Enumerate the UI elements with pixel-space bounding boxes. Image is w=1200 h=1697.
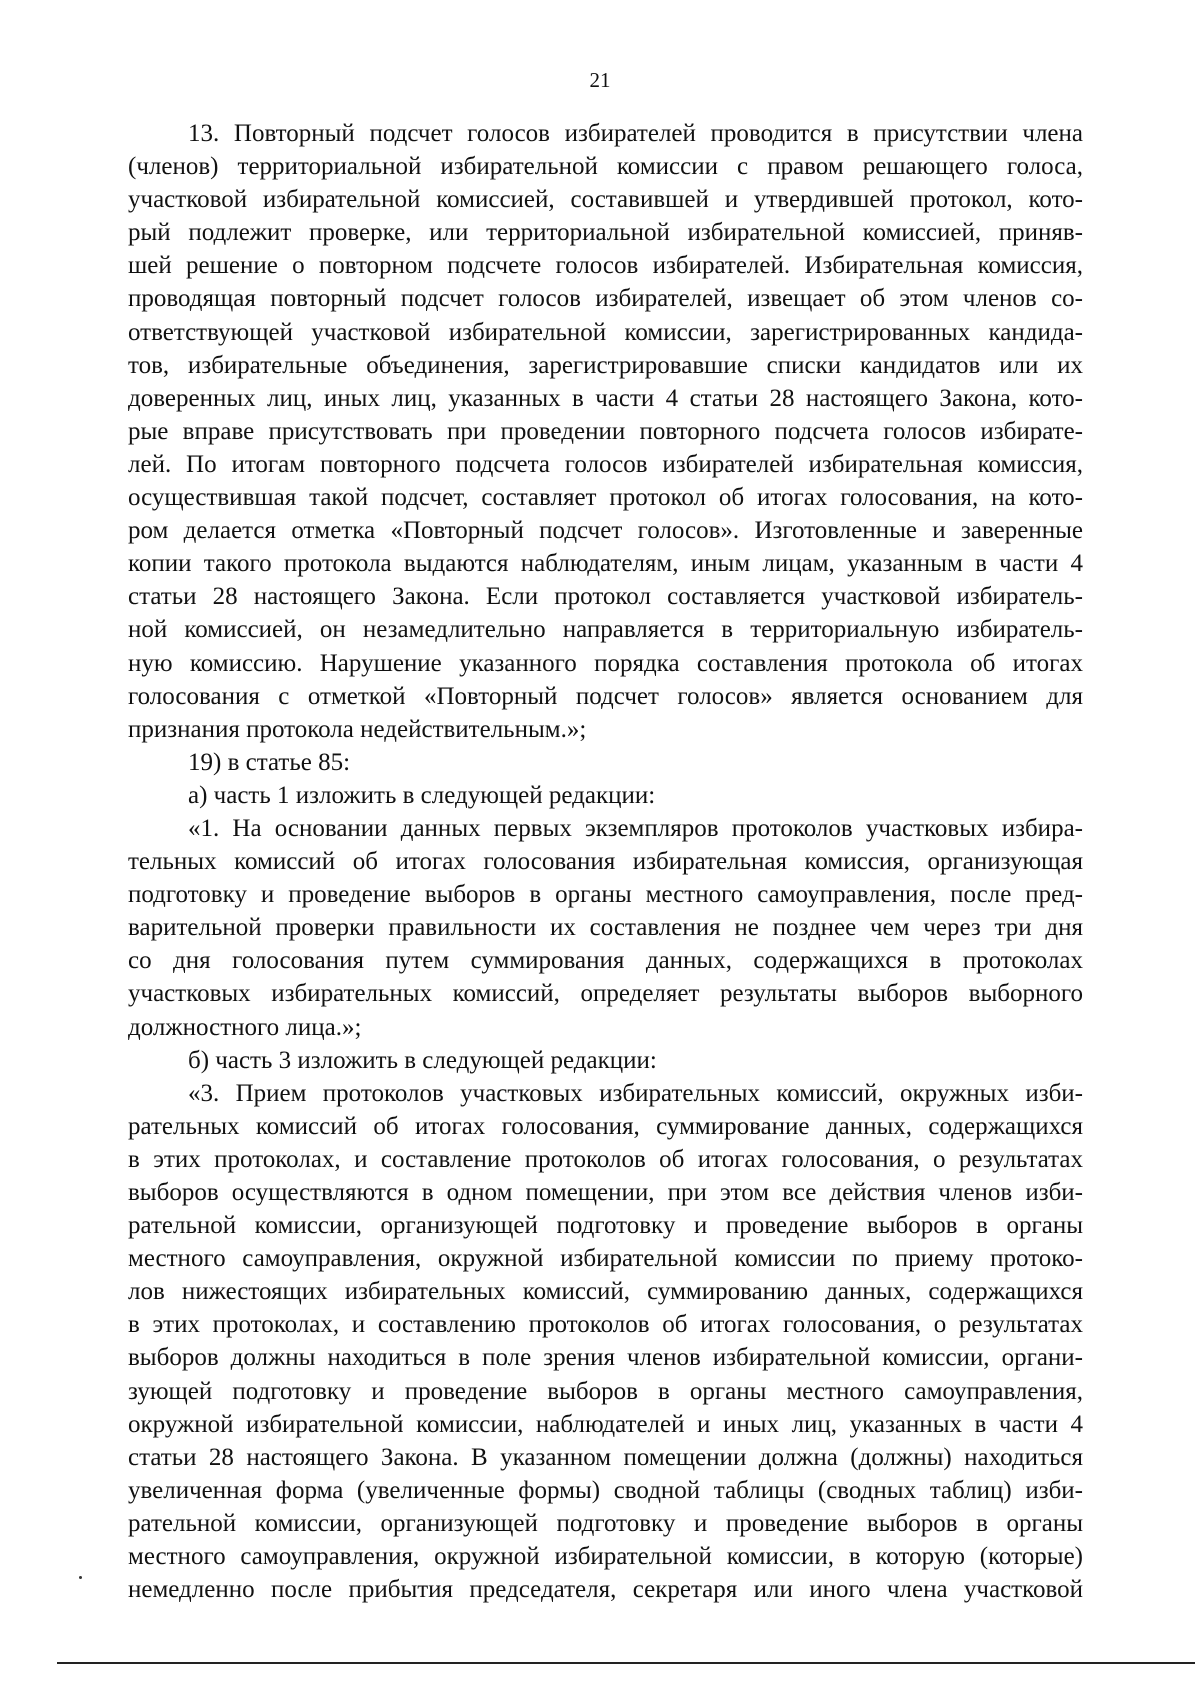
text-line: рательной комиссии, организующей подготовку и проведение выборов в органы [128,1509,1083,1537]
text-line: а) часть 1 изложить в следующей редакции: [188,781,656,809]
text-line: осуществившая такой подсчет, составляет протокол об итогах голосования, на кото- [128,484,1083,512]
text-line: участковых избирательных комиссий, определяет результаты выборов выборного [128,980,1083,1008]
page-number: 21 [589,68,611,92]
text-line: немедленно после прибытия председателя, секретаря или иного члена участковой [128,1576,1083,1604]
text-line: шей решение о повторном подсчете голосов избирателей. Избирательная комиссия, [128,252,1083,280]
text-line: в этих протоколах, и составление протоколов об итогах голосования, о результатах [128,1145,1083,1173]
text-line: местного самоуправления, окружной избирательной комиссии, в которую (которые) [128,1543,1083,1571]
document-body [128,117,1083,1606]
text-line: в этих протоколах, и составлению протоколов об итогах голосования, о результатах [128,1311,1083,1339]
text-line: окружной избирательной комиссии, наблюдателей и иных лиц, указанных в части 4 [128,1410,1083,1438]
text-line: выборов должны находиться в поле зрения членов избирательной комиссии, органи- [128,1344,1083,1372]
text-line: статьи 28 настоящего Закона. Если протокол составляется участковой избиратель- [128,583,1083,611]
text-line: «3. Прием протоколов участковых избирательных комиссий, окружных изби- [188,1079,1083,1107]
text-line: рые вправе присутствовать при проведении повторного подсчета голосов избирате- [128,417,1083,445]
text-line: выборов осуществляются в одном помещении, при этом все действия членов изби- [128,1179,1083,1206]
text-line: копии такого протокола выдаются наблюдателям, иным лицам, указанным в части 4 [128,550,1083,578]
text-line: рательных комиссий об итогах голосования, суммирование данных, содержащихся [128,1112,1083,1140]
text-line: лей. По итогам повторного подсчета голосов избирателей избирательная комиссия, [128,450,1083,478]
text-line: подготовку и проведение выборов в органы местного самоуправления, после пред- [128,881,1083,909]
text-line: лов нижестоящих избирательных комиссий, суммированию данных, содержащихся [128,1278,1083,1306]
text-line: со дня голосования путем суммирования данных, содержащихся в протоколах [128,947,1083,975]
bottom-rule [57,1662,1195,1664]
scan-dot [79,1576,82,1579]
text-line: б) часть 3 изложить в следующей редакции: [188,1046,657,1074]
text-line: участковой избирательной комиссией, составившей и утвердившей протокол, кото- [128,186,1083,214]
text-line: статьи 28 настоящего Закона. В указанном помещении должна (должны) находиться [128,1443,1083,1471]
text-line: признания протокола недействительным.»; [128,715,587,743]
text-line: «1. На основании данных первых экземпляров протоколов участковых избира- [188,814,1083,842]
text-line: ром делается отметка «Повторный подсчет голосов». Изготовленные и заверенные [128,517,1083,545]
text-line: ной комиссией, он незамедлительно направляется в территориальную избиратель- [128,616,1083,644]
text-line: рательной комиссии, организующей подготовку и проведение выборов в органы [128,1212,1083,1240]
text-line: тельных комиссий об итогах голосования избирательная комиссия, организующая [128,848,1083,876]
text-line: тов, избирательные объединения, зарегистрировавшие списки кандидатов или их [128,351,1083,379]
text-line: местного самоуправления, окружной избирательной комиссии по приему протоко- [128,1245,1083,1273]
text-line: доверенных лиц, иных лиц, указанных в части 4 статьи 28 настоящего Закона, кото- [128,384,1083,412]
text-line: (членов) территориальной избирательной комиссии с правом решающего голоса, [128,153,1083,181]
text-line: ную комиссию. Нарушение указанного порядка составления протокола об итогах [128,649,1083,677]
text-line: голосования с отметкой «Повторный подсчет голосов» является основанием для [128,682,1083,710]
text-line: зующей подготовку и проведение выборов в органы местного самоуправления, [128,1377,1083,1405]
text-line: должностного лица.»; [128,1013,362,1041]
text-line: проводящая повторный подсчет голосов избирателей, извещает об этом членов со- [128,285,1083,313]
text-line: увеличенная форма (увеличенные формы) сводной таблицы (сводных таблиц) изби- [128,1476,1083,1504]
text-line: рый подлежит проверке, или территориальной избирательной комиссией, приняв- [128,219,1083,247]
text-line: ответствующей участковой избирательной комиссии, зарегистрированных кандида- [128,318,1083,346]
text-line: варительной проверки правильности их составления не позднее чем через три дня [128,914,1083,942]
text-line: 13. Повторный подсчет голосов избирателей проводится в присутствии члена [188,120,1083,147]
text-line: 19) в статье 85: [188,748,351,776]
